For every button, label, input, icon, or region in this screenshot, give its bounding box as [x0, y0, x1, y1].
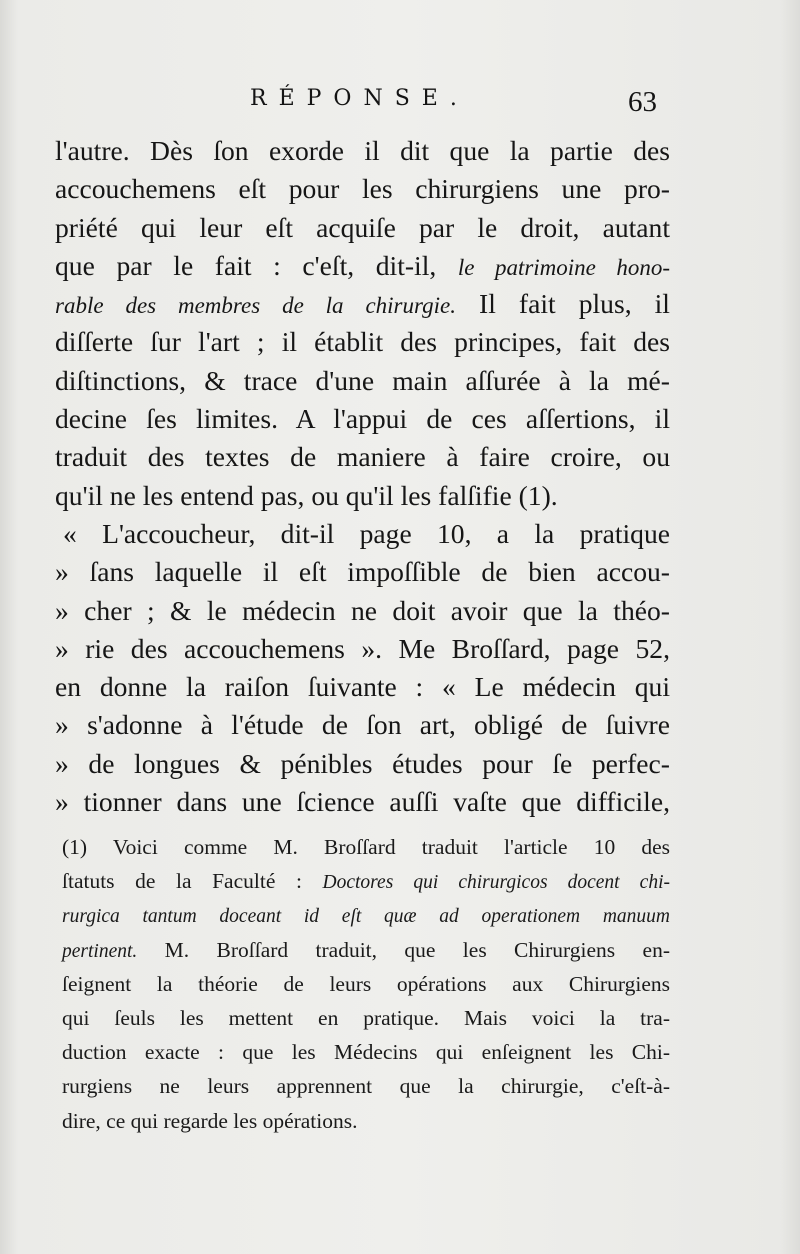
text-line: diſſerte ſur l'art ; il établit des principes, fait des	[55, 326, 670, 358]
text-line	[55, 285, 670, 323]
running-head: RÉPONSE.	[250, 86, 469, 111]
text-line: diſtinctions, & trace d'une main aſſurée à la mé-	[55, 364, 670, 396]
main-text	[55, 132, 670, 821]
text-line: » tionner dans une ſcience auſſi vaſte que difficile,	[55, 786, 670, 818]
footnote-line: qui ſeuls les mettent en pratique. Mais voici la tra-	[62, 1005, 670, 1030]
text-segment: Il fait plus, il	[479, 288, 670, 320]
text-line: » cher ; & le médecin ne doit avoir que la théo-	[55, 594, 670, 626]
text-line: « L'accoucheur, dit-il page 10, a la pratique	[63, 517, 670, 549]
text-line: » rie des accouchemens ». Me Broſſard, page 52,	[55, 632, 670, 664]
text-segment: M. Broſſard traduit, que les Chirurgiens en-	[164, 937, 670, 962]
text-line: l'autre. Dès ſon exorde il dit que la partie des	[55, 135, 670, 166]
text-line: priété qui leur eſt acquiſe par le droit, autant	[55, 211, 670, 243]
footnote-line: dire, ce qui regarde les opérations.	[62, 1108, 358, 1133]
footnote-line	[62, 864, 670, 898]
page-header	[0, 86, 800, 126]
text-segment: ſtatuts de la Faculté :	[62, 869, 302, 894]
footnote-line	[62, 898, 670, 932]
text-line: accouchemens eſt pour les chirurgiens une pro-	[55, 173, 670, 205]
text-line: en donne la raiſon ſuivante : « Le médecin qui	[55, 671, 670, 703]
text-line: traduit des textes de maniere à faire croire, ou	[55, 441, 670, 473]
italic-latin-quotation: pertinent.	[62, 940, 138, 962]
footnote-line: (1) Voici comme M. Broſſard traduit l'article 10 des	[62, 835, 670, 859]
page-number: 63	[628, 86, 657, 118]
footnote-line: duction exacte : que les Médecins qui enſeignent les Chi-	[62, 1040, 670, 1065]
italic-quotation: le patrimoine hono-	[457, 254, 670, 280]
italic-latin-quotation: Doctores qui chirurgicos docent chi-	[322, 872, 670, 894]
text-line: decine ſes limites. A l'appui de ces aſſertions, il	[55, 403, 670, 435]
text-line	[55, 247, 670, 285]
italic-latin-quotation: rurgica tantum doceant id eſt quæ ad operationem manuum	[62, 906, 670, 928]
text-line: qu'il ne les entend pas, ou qu'il les falſifie (1).	[55, 479, 558, 511]
footnote-line: ſeignent la théorie de leurs opérations aux Chirurgiens	[62, 971, 670, 996]
text-line: » s'adonne à l'étude de ſon art, obligé de ſuivre	[55, 709, 670, 741]
text-line: » ſans laquelle il eſt impoſſible de bien accou-	[55, 556, 670, 588]
footnote-line: rurgiens ne leurs apprennent que la chirurgie, c'eſt-à-	[62, 1074, 670, 1099]
footnote	[62, 830, 670, 1138]
text-line: » de longues & pénibles études pour ſe perfec-	[55, 747, 670, 779]
italic-quotation: rable des membres de la chirurgie.	[55, 293, 456, 319]
footnote-line	[62, 933, 670, 967]
text-segment: que par le fait : c'eſt, dit-il,	[55, 249, 437, 281]
